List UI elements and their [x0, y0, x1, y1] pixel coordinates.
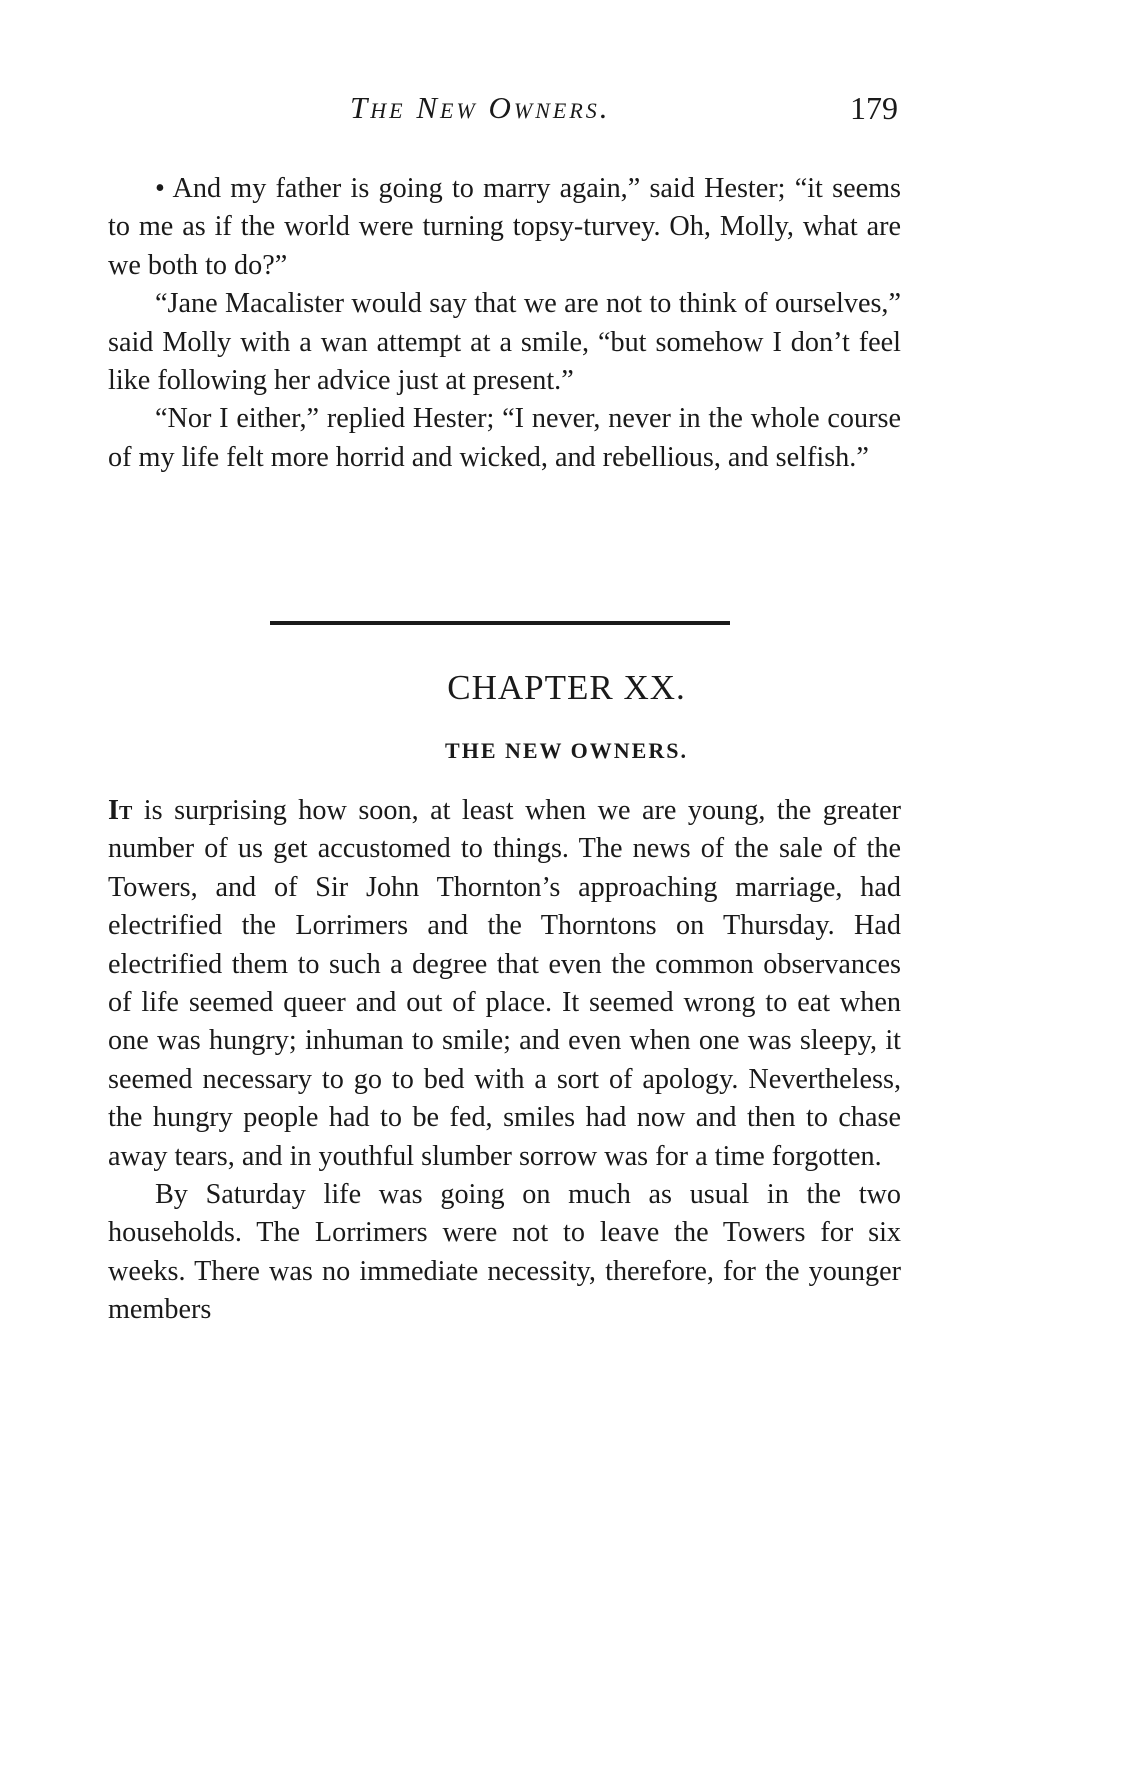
page-header	[110, 90, 910, 140]
paragraph: • And my father is going to marry again,” said Hester; “it seems to me as if the world were turning topsy-turvey. Oh, Molly, what are we both to do?”	[108, 173, 901, 281]
paragraph: “Nor I either,” replied Hester; “I never, never in the whole course of my life felt more horrid and wicked, and rebellious, and selfish.”	[108, 403, 901, 473]
section-divider	[270, 621, 730, 625]
chapter-title: CHAPTER XX.	[447, 668, 686, 707]
opening-word: It	[108, 795, 133, 826]
running-head: The New Owners.	[350, 90, 611, 125]
page-number: 179	[850, 90, 898, 126]
dialogue-block	[108, 170, 901, 477]
paragraph-text: is surprising how soon, at least when we are young, the greater number of us get accustomed to things. The news of the sale of the Towers, and of Sir John Thornton’s approaching marriage, had electrified the Lorrimers and the Thorntons on Thursday. Had electrified them to such a degree that even the common observances of life seemed queer and out of place. It seemed wrong to eat when one was hungry; inhuman to smile; and even when one was sleepy, it seemed necessary to go to bed with a sort of apology. Nevertheless, the hungry people had to be fed, smiles had now and then to chase away tears, and in youthful slumber sorrow was for a time forgotten.	[108, 795, 901, 1172]
paragraph	[108, 792, 901, 1176]
chapter-body	[108, 792, 901, 1330]
paragraph: “Jane Macalister would say that we are not to think of ourselves,” said Molly with a wan attempt at a smile, “but somehow I don’t feel like following her advice just at present.”	[108, 288, 901, 397]
paragraph: By Saturday life was going on much as usual in the two households. The Lorrimers were not to leave the Towers for six weeks. There was no immediate necessity, therefore, for the younger members	[108, 1179, 901, 1326]
chapter-subtitle: THE NEW OWNERS.	[445, 738, 688, 763]
